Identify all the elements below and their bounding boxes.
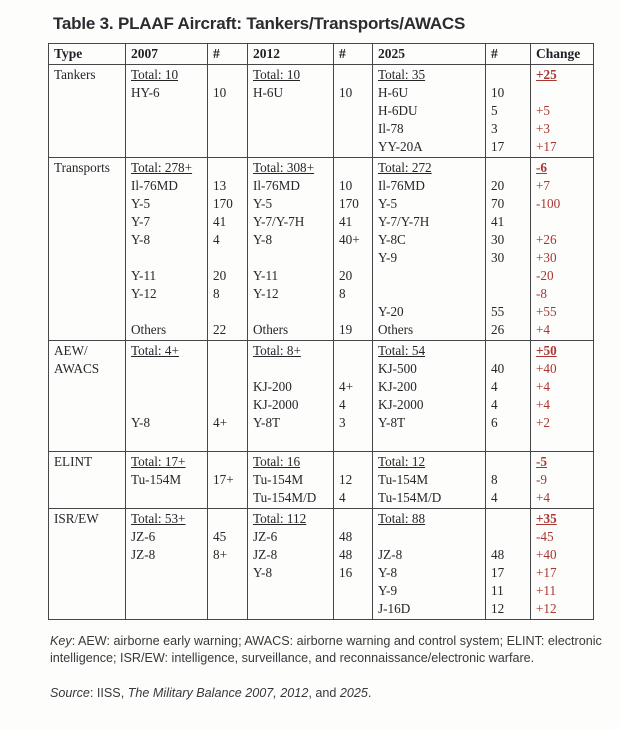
change-value: +17 <box>536 139 557 154</box>
cell-c2025-tankers <box>373 65 486 158</box>
type-label: ELINT <box>54 454 93 469</box>
aircraft-name-2007 <box>131 378 202 396</box>
aircraft-count-2025: 17 <box>491 565 505 580</box>
column-header-2007: 2007 <box>126 44 208 65</box>
key-segment-text: : AEW: airborne early warning; AWACS: airborne warning and control system; ELINT: electronic intelligence; ISR/EW: intelligence, surveillance, and reconnaissance/electronic warfare. <box>50 634 602 665</box>
cell-n2007-transports <box>208 158 248 341</box>
cell-n2025-aew-awacs <box>486 341 531 452</box>
change-value: +4 <box>536 397 551 412</box>
change-value: +2 <box>536 415 551 430</box>
aircraft-count-2007: 170 <box>213 196 233 211</box>
aircraft-count-2025: 20 <box>491 178 505 193</box>
type-label: Transports <box>54 160 110 175</box>
aircraft-name-2012 <box>253 249 328 267</box>
column-header-count-2007: # <box>208 44 248 65</box>
aircraft-count-2007: 22 <box>213 322 227 337</box>
aircraft-count-2012 <box>339 582 367 600</box>
aircraft-name-2025: H-6DU <box>378 103 418 118</box>
aircraft-name-2012: H-6U <box>253 85 284 100</box>
cell-n2025-tankers <box>486 65 531 158</box>
total-label: Total: 35 <box>378 67 426 82</box>
aircraft-count-2025: 30 <box>491 250 505 265</box>
aircraft-count-2012: 40+ <box>339 232 360 247</box>
cell-type-transports <box>49 158 126 341</box>
aircraft-count-2012: 20 <box>339 268 353 283</box>
cell-n2007-tankers <box>208 65 248 158</box>
change-value <box>536 432 588 450</box>
total-label: Total: 272 <box>378 160 432 175</box>
aircraft-name-2025: Y-5 <box>378 196 398 211</box>
cell-c2012-elint <box>248 452 334 509</box>
source-segment-text: : IISS, <box>89 686 128 700</box>
aircraft-count-2025 <box>491 66 525 84</box>
aircraft-name-2025: Y-9 <box>378 250 398 265</box>
aircraft-count-2007 <box>213 378 242 396</box>
aircraft-name-2007: Others <box>131 322 167 337</box>
cell-c2025-isr-ew <box>373 509 486 620</box>
cell-c2025-elint <box>373 452 486 509</box>
table-header-row <box>49 44 594 65</box>
aircraft-count-2025 <box>491 510 525 528</box>
aircraft-count-2025: 11 <box>491 583 504 598</box>
total-label: Total: 12 <box>378 454 426 469</box>
change-value <box>536 213 588 231</box>
aircraft-name-2007 <box>131 582 202 600</box>
aircraft-count-2012: 48 <box>339 529 353 544</box>
total-label: Total: 278+ <box>131 160 193 175</box>
aircraft-name-2025 <box>378 267 480 285</box>
aircraft-name-2012: Others <box>253 322 289 337</box>
aircraft-name-2025: Tu-154M <box>378 472 429 487</box>
aircraft-name-2007: Y-5 <box>131 196 151 211</box>
aircraft-count-2025 <box>491 267 525 285</box>
aircraft-count-2012: 10 <box>339 178 353 193</box>
aircraft-count-2012 <box>339 303 367 321</box>
aircraft-name-2012: JZ-6 <box>253 529 278 544</box>
aircraft-name-2012: Y-11 <box>253 268 279 283</box>
aircraft-name-2012: Tu-154M <box>253 472 304 487</box>
aircraft-name-2007 <box>131 138 202 156</box>
aircraft-count-2012: 4 <box>339 490 346 505</box>
change-value: +4 <box>536 322 551 337</box>
total-change-value: +25 <box>536 67 557 82</box>
aircraft-count-2007 <box>213 249 242 267</box>
column-header-type: Type <box>49 44 126 65</box>
change-value: +5 <box>536 103 551 118</box>
section-row-isr-ew <box>49 509 594 620</box>
change-value: +40 <box>536 547 557 562</box>
total-label: Total: 17+ <box>131 454 186 469</box>
source-segment-italic: The Military Balance 2007, 2012 <box>127 686 309 700</box>
change-value: +7 <box>536 178 551 193</box>
total-label: Total: 10 <box>253 67 301 82</box>
aircraft-count-2025 <box>491 528 525 546</box>
aircraft-count-2007: 8 <box>213 286 220 301</box>
aircraft-name-2012 <box>253 432 328 450</box>
cell-n2025-transports <box>486 158 531 341</box>
aircraft-count-2007: 8+ <box>213 547 228 562</box>
aircraft-count-2007: 20 <box>213 268 227 283</box>
aircraft-name-2025: Y-20 <box>378 304 404 319</box>
change-value: +4 <box>536 379 551 394</box>
aircraft-count-2007 <box>213 432 242 450</box>
aircraft-count-2012 <box>339 66 367 84</box>
aircraft-name-2025: Y-9 <box>378 583 398 598</box>
cell-change-tankers <box>531 65 594 158</box>
aircraft-count-2012: 16 <box>339 565 353 580</box>
cell-c2007-aew-awacs <box>126 341 208 452</box>
cell-c2012-aew-awacs <box>248 341 334 452</box>
cell-c2012-isr-ew <box>248 509 334 620</box>
total-label: Total: 88 <box>378 511 426 526</box>
aircraft-count-2007: 45 <box>213 529 227 544</box>
aircraft-count-2007 <box>213 564 242 582</box>
cell-n2012-isr-ew <box>334 509 373 620</box>
aircraft-name-2007: JZ-6 <box>131 529 156 544</box>
total-label: Total: 112 <box>253 511 307 526</box>
cell-n2007-elint <box>208 452 248 509</box>
change-value: +17 <box>536 565 557 580</box>
aircraft-count-2012 <box>339 600 367 618</box>
aircraft-count-2007 <box>213 303 242 321</box>
cell-n2007-isr-ew <box>208 509 248 620</box>
aircraft-name-2007: Tu-154M <box>131 472 182 487</box>
aircraft-count-2012: 4+ <box>339 379 354 394</box>
aircraft-count-2007 <box>213 159 242 177</box>
change-value <box>536 84 588 102</box>
total-label: Total: 4+ <box>131 343 179 358</box>
total-change-value: -6 <box>536 160 547 175</box>
change-value: +3 <box>536 121 551 136</box>
aircraft-count-2025: 8 <box>491 472 498 487</box>
aircraft-count-2025 <box>491 159 525 177</box>
aircraft-count-2025: 30 <box>491 232 505 247</box>
aircraft-count-2025: 10 <box>491 85 505 100</box>
aircraft-count-2007 <box>213 489 242 507</box>
aircraft-name-2007 <box>131 102 202 120</box>
table-title: Table 3. PLAAF Aircraft: Tankers/Transports/AWACS <box>53 14 466 33</box>
aircraft-name-2012: KJ-2000 <box>253 397 299 412</box>
aircraft-count-2012 <box>339 453 367 471</box>
cell-n2012-elint <box>334 452 373 509</box>
aircraft-name-2012: Y-5 <box>253 196 273 211</box>
aircraft-count-2025: 4 <box>491 397 498 412</box>
aircraft-name-2007: Y-12 <box>131 286 157 301</box>
aircraft-name-2025: Il-78 <box>378 121 404 136</box>
change-value: -8 <box>536 286 547 301</box>
total-label: Total: 8+ <box>253 343 301 358</box>
aircraft-name-2012: JZ-8 <box>253 547 278 562</box>
aircraft-name-2007 <box>131 564 202 582</box>
source-segment-italic: Source <box>50 686 90 700</box>
aircraft-name-2007 <box>131 432 202 450</box>
aircraft-name-2025: H-6U <box>378 85 409 100</box>
aircraft-name-2025: Y-8T <box>378 415 406 430</box>
cell-c2007-isr-ew <box>126 509 208 620</box>
cell-change-elint <box>531 452 594 509</box>
aircraft-count-2007 <box>213 102 242 120</box>
aircraft-count-2012: 48 <box>339 547 353 562</box>
aircraft-count-2007 <box>213 582 242 600</box>
aircraft-count-2007 <box>213 342 242 360</box>
aircraft-name-2012 <box>253 303 328 321</box>
aircraft-count-2007 <box>213 510 242 528</box>
aircraft-name-2025: Y-8 <box>378 565 398 580</box>
aircraft-count-2012 <box>339 510 367 528</box>
aircraft-name-2007 <box>131 303 202 321</box>
aircraft-name-2025: Y-8C <box>378 232 406 247</box>
source-segment-italic: 2025 <box>339 686 368 700</box>
cell-c2025-aew-awacs <box>373 341 486 452</box>
aircraft-count-2007: 10 <box>213 85 227 100</box>
section-row-transports <box>49 158 594 341</box>
aircraft-name-2025: Il-76MD <box>378 178 425 193</box>
aircraft-count-2012: 41 <box>339 214 353 229</box>
aircraft-count-2007 <box>213 66 242 84</box>
aircraft-count-2025: 70 <box>491 196 505 211</box>
change-value: +12 <box>536 601 557 616</box>
aircraft-count-2025: 26 <box>491 322 505 337</box>
aircraft-name-2012: Y-8T <box>253 415 281 430</box>
total-label: Total: 10 <box>131 67 179 82</box>
cell-n2012-transports <box>334 158 373 341</box>
aircraft-name-2012: KJ-200 <box>253 379 292 394</box>
aircraft-name-2012: Y-7/Y-7H <box>253 214 305 229</box>
change-value: -100 <box>536 196 561 211</box>
aircraft-name-2007: Il-76MD <box>131 178 178 193</box>
aircraft-count-2025: 55 <box>491 304 505 319</box>
aircraft-count-2012: 170 <box>339 196 359 211</box>
source-segment-text: . <box>367 686 372 700</box>
section-row-tankers <box>49 65 594 158</box>
aircraft-count-2025: 6 <box>491 415 498 430</box>
aircraft-name-2025: JZ-8 <box>378 547 403 562</box>
aircraft-name-2012: Tu-154M/D <box>253 490 317 505</box>
cell-change-isr-ew <box>531 509 594 620</box>
aircraft-count-2012 <box>339 249 367 267</box>
column-header-2012: 2012 <box>248 44 334 65</box>
aircraft-name-2007 <box>131 249 202 267</box>
column-header-count-2012: # <box>334 44 373 65</box>
total-label: Total: 16 <box>253 454 301 469</box>
aircraft-count-2007 <box>213 360 242 378</box>
aircraft-count-2012: 10 <box>339 85 353 100</box>
aircraft-count-2025 <box>491 285 525 303</box>
aircraft-count-2012: 4 <box>339 397 346 412</box>
aircraft-count-2012 <box>339 120 367 138</box>
cell-change-transports <box>531 158 594 341</box>
aircraft-name-2012 <box>253 102 328 120</box>
aircraft-count-2025: 41 <box>491 214 505 229</box>
cell-c2007-tankers <box>126 65 208 158</box>
aircraft-count-2007: 4+ <box>213 415 228 430</box>
aircraft-count-2007 <box>213 138 242 156</box>
aircraft-count-2007 <box>213 396 242 414</box>
change-value: +26 <box>536 232 557 247</box>
aircraft-count-2025: 48 <box>491 547 505 562</box>
aircraft-count-2012 <box>339 342 367 360</box>
aircraft-name-2007: Y-7 <box>131 214 151 229</box>
key-segment-italic: Key <box>50 634 72 648</box>
source-segment-text: , and <box>308 686 340 700</box>
total-change-value: -5 <box>536 454 547 469</box>
aircraft-count-2025 <box>491 453 525 471</box>
aircraft-name-2012: Y-12 <box>253 286 279 301</box>
change-value: -9 <box>536 472 547 487</box>
aircraft-name-2012 <box>253 582 328 600</box>
aircraft-count-2012: 8 <box>339 286 346 301</box>
aircraft-name-2007: JZ-8 <box>131 547 156 562</box>
aircraft-table <box>48 43 594 620</box>
aircraft-name-2007 <box>131 360 202 378</box>
column-header-count-2025: # <box>486 44 531 65</box>
section-row-aew-awacs <box>49 341 594 452</box>
cell-n2012-aew-awacs <box>334 341 373 452</box>
cell-change-aew-awacs <box>531 341 594 452</box>
section-row-elint <box>49 452 594 509</box>
change-value: -20 <box>536 268 554 283</box>
total-label: Total: 54 <box>378 343 426 358</box>
aircraft-name-2025: Y-7/Y-7H <box>378 214 430 229</box>
aircraft-count-2012 <box>339 138 367 156</box>
aircraft-count-2012 <box>339 360 367 378</box>
aircraft-count-2012: 12 <box>339 472 353 487</box>
column-header-change: Change <box>531 44 594 65</box>
aircraft-count-2012: 19 <box>339 322 353 337</box>
aircraft-name-2007: Y-11 <box>131 268 157 283</box>
aircraft-count-2012 <box>339 432 367 450</box>
change-value: +11 <box>536 583 557 598</box>
aircraft-count-2025: 4 <box>491 379 498 394</box>
aircraft-name-2025: J-16D <box>378 601 411 616</box>
aircraft-count-2025 <box>491 342 525 360</box>
key-note <box>50 633 602 666</box>
aircraft-count-2007 <box>213 453 242 471</box>
aircraft-count-2007: 4 <box>213 232 220 247</box>
aircraft-name-2025: KJ-200 <box>378 379 417 394</box>
aircraft-count-2012 <box>339 159 367 177</box>
aircraft-count-2025 <box>491 432 525 450</box>
aircraft-name-2025 <box>378 432 480 450</box>
cell-n2025-isr-ew <box>486 509 531 620</box>
aircraft-name-2025 <box>378 528 480 546</box>
cell-c2012-tankers <box>248 65 334 158</box>
change-value: +55 <box>536 304 557 319</box>
change-value: -45 <box>536 529 554 544</box>
column-header-2025: 2025 <box>373 44 486 65</box>
cell-type-aew-awacs <box>49 341 126 452</box>
aircraft-name-2012 <box>253 600 328 618</box>
aircraft-name-2007 <box>131 489 202 507</box>
aircraft-name-2025: YY-20A <box>378 139 423 154</box>
cell-type-elint <box>49 452 126 509</box>
source-note <box>50 685 602 702</box>
aircraft-name-2007: Y-8 <box>131 232 151 247</box>
aircraft-count-2025: 3 <box>491 121 498 136</box>
aircraft-name-2012: Y-8 <box>253 565 273 580</box>
aircraft-name-2025: Others <box>378 322 414 337</box>
cell-c2025-transports <box>373 158 486 341</box>
aircraft-count-2025: 5 <box>491 103 498 118</box>
type-label: Tankers <box>54 67 96 82</box>
cell-c2012-transports <box>248 158 334 341</box>
aircraft-count-2007: 13 <box>213 178 227 193</box>
change-value: +40 <box>536 361 557 376</box>
aircraft-name-2007: HY-6 <box>131 85 160 100</box>
aircraft-count-2007 <box>213 120 242 138</box>
aircraft-count-2012 <box>339 102 367 120</box>
aircraft-name-2012 <box>253 120 328 138</box>
total-label: Total: 308+ <box>253 160 315 175</box>
cell-c2007-elint <box>126 452 208 509</box>
aircraft-name-2025 <box>378 285 480 303</box>
aircraft-name-2012 <box>253 360 328 378</box>
cell-type-tankers <box>49 65 126 158</box>
cell-type-isr-ew <box>49 509 126 620</box>
change-value: +30 <box>536 250 557 265</box>
type-label: AWACS <box>54 361 100 376</box>
aircraft-name-2012: Y-8 <box>253 232 273 247</box>
aircraft-count-2012: 3 <box>339 415 346 430</box>
aircraft-name-2012 <box>253 138 328 156</box>
total-change-value: +35 <box>536 511 557 526</box>
cell-n2007-aew-awacs <box>208 341 248 452</box>
total-label: Total: 53+ <box>131 511 186 526</box>
aircraft-name-2025: KJ-500 <box>378 361 417 376</box>
aircraft-name-2012: Il-76MD <box>253 178 300 193</box>
type-label: ISR/EW <box>54 511 99 526</box>
aircraft-name-2007 <box>131 600 202 618</box>
aircraft-count-2007: 17+ <box>213 472 234 487</box>
aircraft-count-2025: 12 <box>491 601 505 616</box>
aircraft-name-2025: Tu-154M/D <box>378 490 442 505</box>
aircraft-name-2007 <box>131 120 202 138</box>
aircraft-name-2007 <box>131 396 202 414</box>
aircraft-name-2025: KJ-2000 <box>378 397 424 412</box>
aircraft-name-2007: Y-8 <box>131 415 151 430</box>
change-value: +4 <box>536 490 551 505</box>
total-change-value: +50 <box>536 343 557 358</box>
cell-n2025-elint <box>486 452 531 509</box>
cell-c2007-transports <box>126 158 208 341</box>
cell-n2012-tankers <box>334 65 373 158</box>
aircraft-count-2025: 17 <box>491 139 505 154</box>
aircraft-count-2007 <box>213 600 242 618</box>
aircraft-count-2007: 41 <box>213 214 227 229</box>
aircraft-count-2025: 4 <box>491 490 498 505</box>
type-label: AEW/ <box>54 343 88 358</box>
aircraft-count-2025: 40 <box>491 361 505 376</box>
